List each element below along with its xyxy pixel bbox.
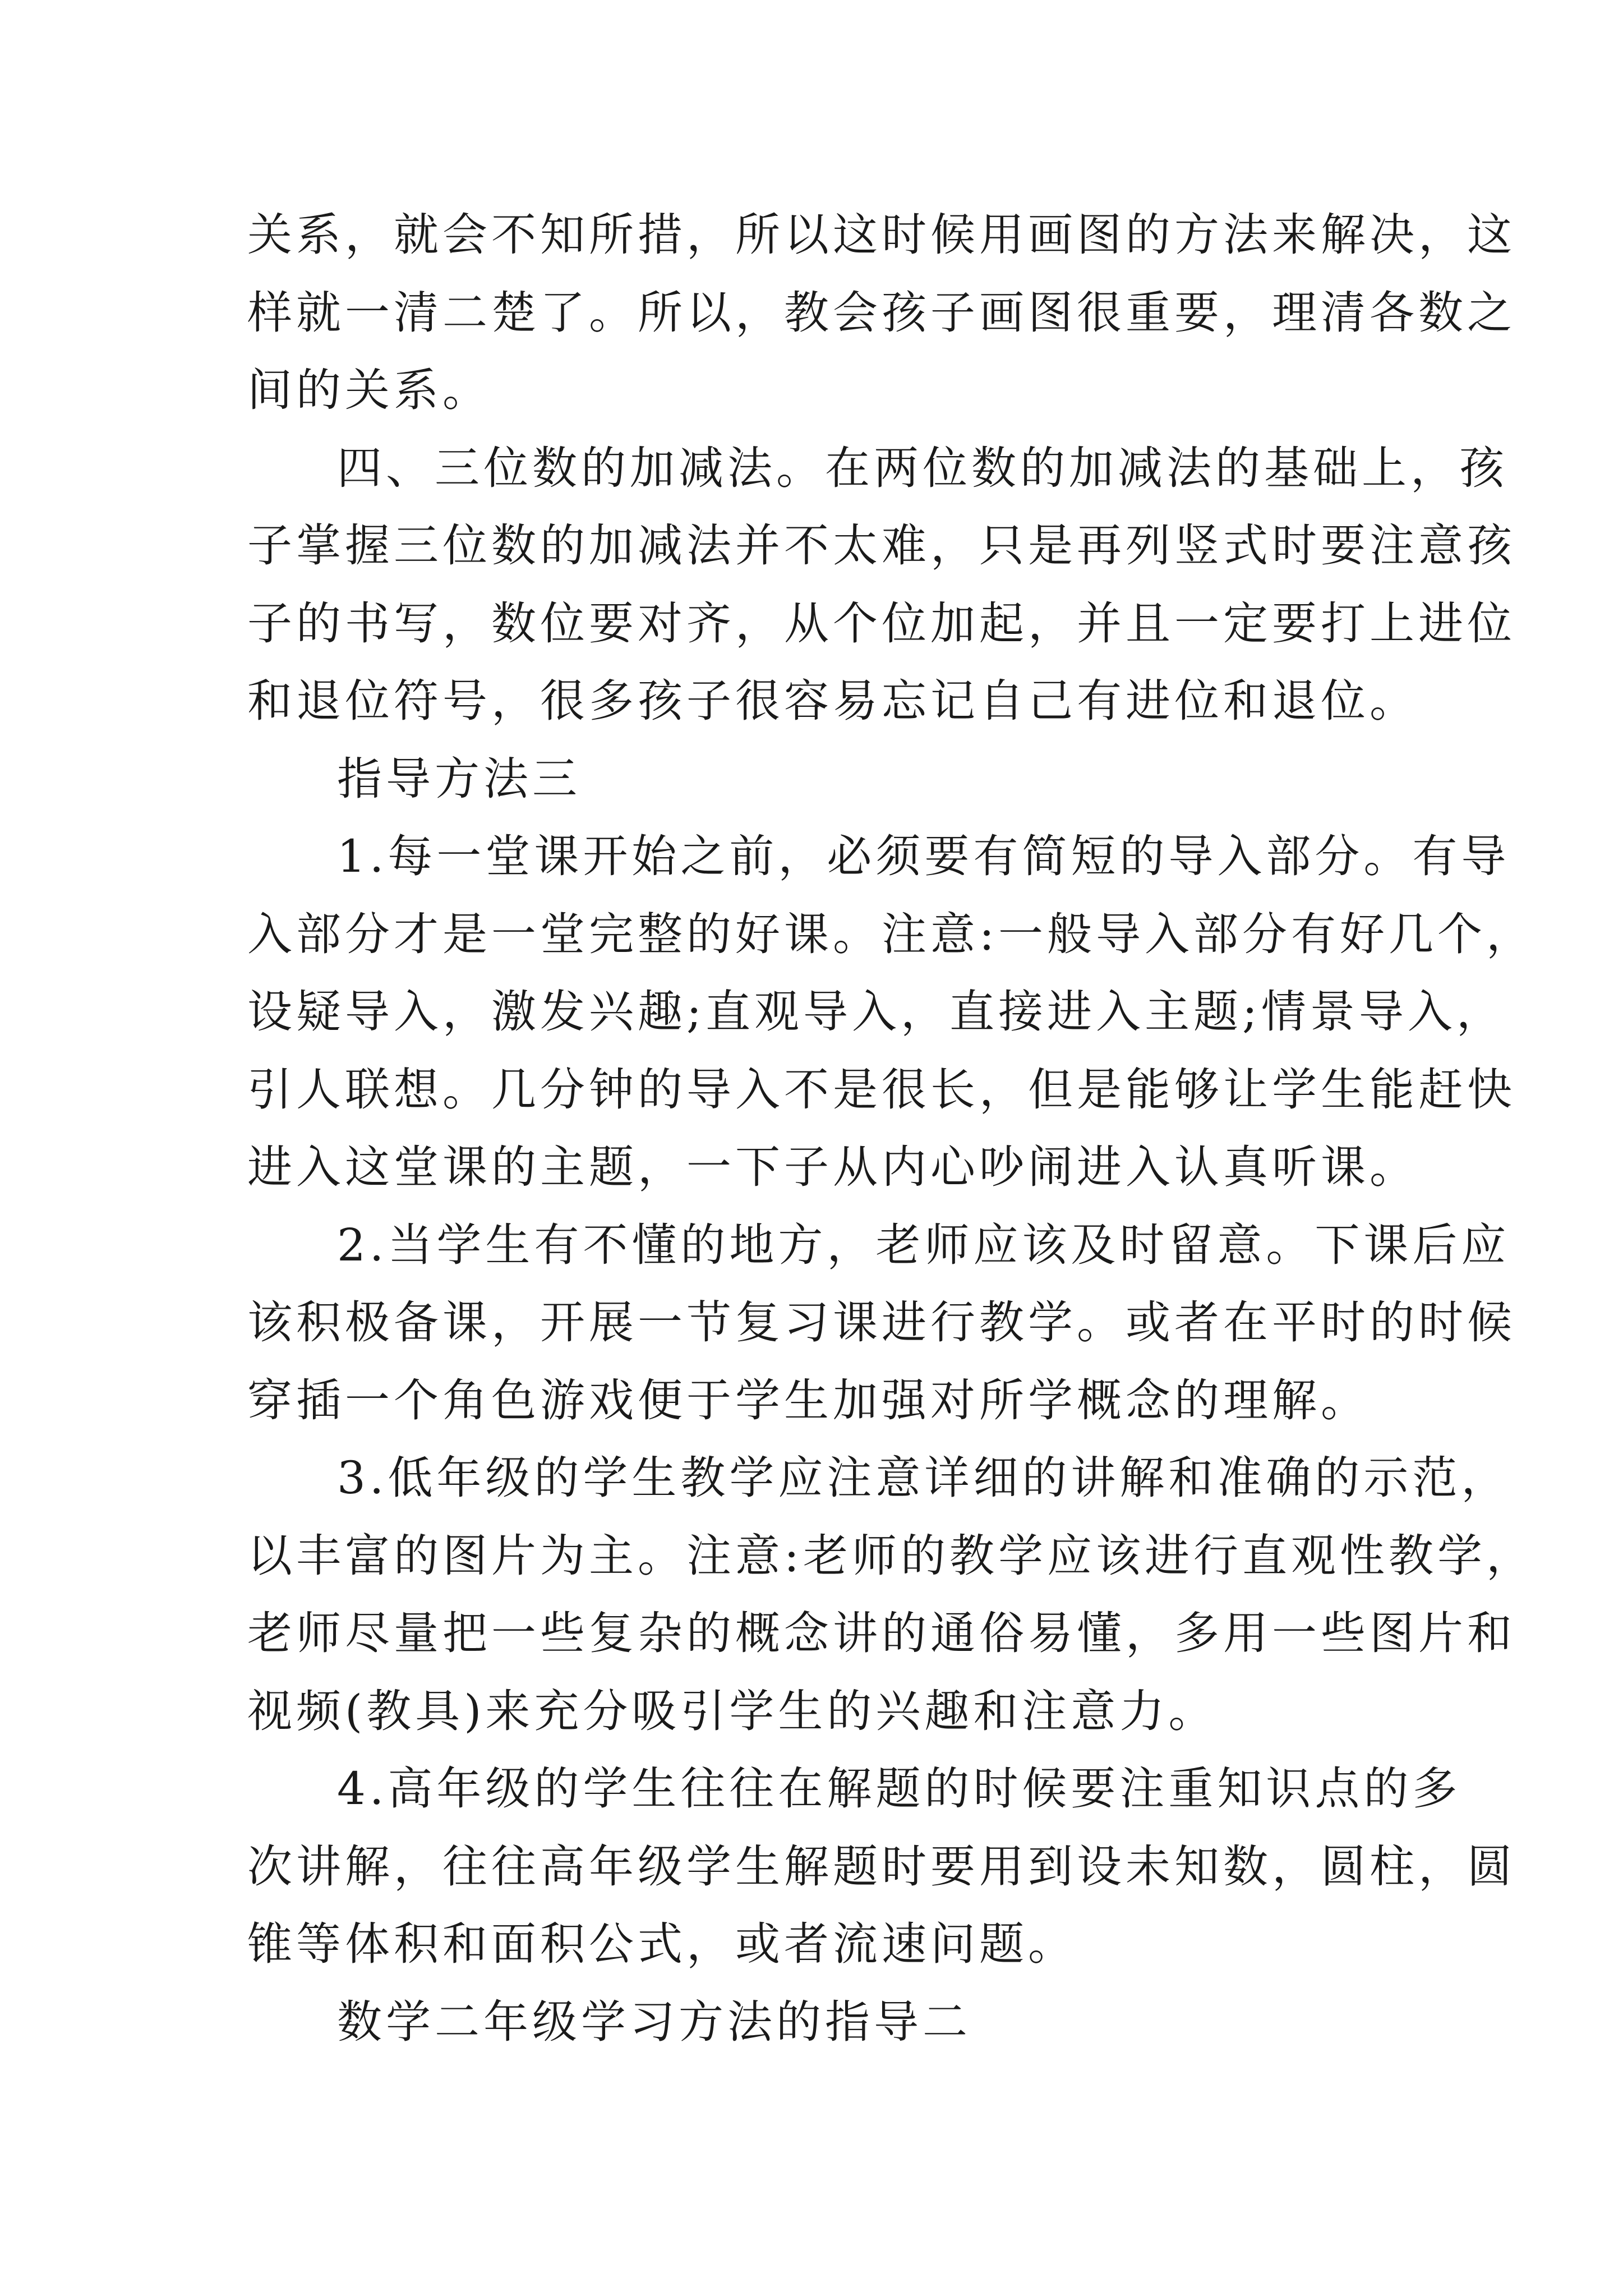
text-line: 数学二年级学习方法的指导二 <box>337 1995 971 2048</box>
paragraph-item-1 <box>247 818 1535 1207</box>
paragraph-item-3 <box>247 1439 1535 1750</box>
text-line: 关系，就会不知所措，所以这时候用画图的方法来解决，这 <box>247 209 1516 261</box>
text-line: 2.当学生有不懂的地方，老师应该及时留意。下课后应 <box>337 1218 1510 1271</box>
text-line: 子掌握三位数的加减法并不太难，只是再列竖式时要注意孩 <box>247 519 1516 572</box>
text-line: 设疑导入，激发兴趣;直观导入，直接进入主题;情景导入， <box>247 986 1505 1038</box>
paragraph-continued <box>247 196 1516 430</box>
text-line: 样就一清二楚了。所以，教会孩子画图很重要，理清各数之 <box>247 286 1516 339</box>
text-line: 子的书写，数位要对齐，从个位加起，并且一定要打上进位 <box>247 597 1516 650</box>
text-line: 间的关系。 <box>247 364 491 416</box>
text-line: 入部分才是一堂完整的好课。注意:一般导入部分有好几个， <box>247 908 1535 960</box>
text-line: 进入这堂课的主题，一下子从内心吵闹进入认真听课。 <box>247 1141 1418 1193</box>
text-line: 穿插一个角色游戏便于学生加强对所学概念的理解。 <box>247 1374 1370 1427</box>
paragraph-item-2 <box>247 1207 1516 1440</box>
text-line: 引人联想。几分钟的导入不是很长，但是能够让学生能赶快 <box>247 1063 1516 1116</box>
text-line: 1.每一堂课开始之前，必须要有简短的导入部分。有导 <box>337 830 1510 882</box>
text-line: 视频(教具)来充分吸引学生的兴趣和注意力。 <box>247 1685 1218 1737</box>
section-heading-guide-two <box>247 1984 1386 2062</box>
text-line: 4.高年级的学生往往在解题的时候要注重知识点的多 <box>337 1763 1461 1815</box>
section-heading-method-three <box>247 740 1386 818</box>
text-line: 该积极备课，开展一节复习课进行教学。或者在平时的时候 <box>247 1296 1516 1349</box>
text-line: 老师尽量把一些复杂的概念讲的通俗易懂，多用一些图片和 <box>247 1607 1516 1659</box>
text-line: 以丰富的图片为主。注意:老师的教学应该进行直观性教学， <box>247 1529 1535 1582</box>
text-line: 四、三位数的加减法。在两位数的加减法的基础上，孩 <box>337 441 1508 494</box>
document-body <box>247 196 1535 2061</box>
text-line: 锥等体积和面积公式，或者流速问题。 <box>247 1918 1077 1970</box>
text-line: 次讲解，往往高年级学生解题时要用到设未知数，圆柱，圆 <box>247 1840 1516 1893</box>
paragraph-item-4 <box>247 1750 1516 1984</box>
text-line: 3.低年级的学生教学应注意详细的讲解和准确的示范， <box>337 1452 1510 1504</box>
paragraph-three-digit-addition <box>247 430 1516 740</box>
text-line: 指导方法三 <box>337 752 581 805</box>
text-line: 和退位符号，很多孩子很容易忘记自己有进位和退位。 <box>247 675 1418 727</box>
